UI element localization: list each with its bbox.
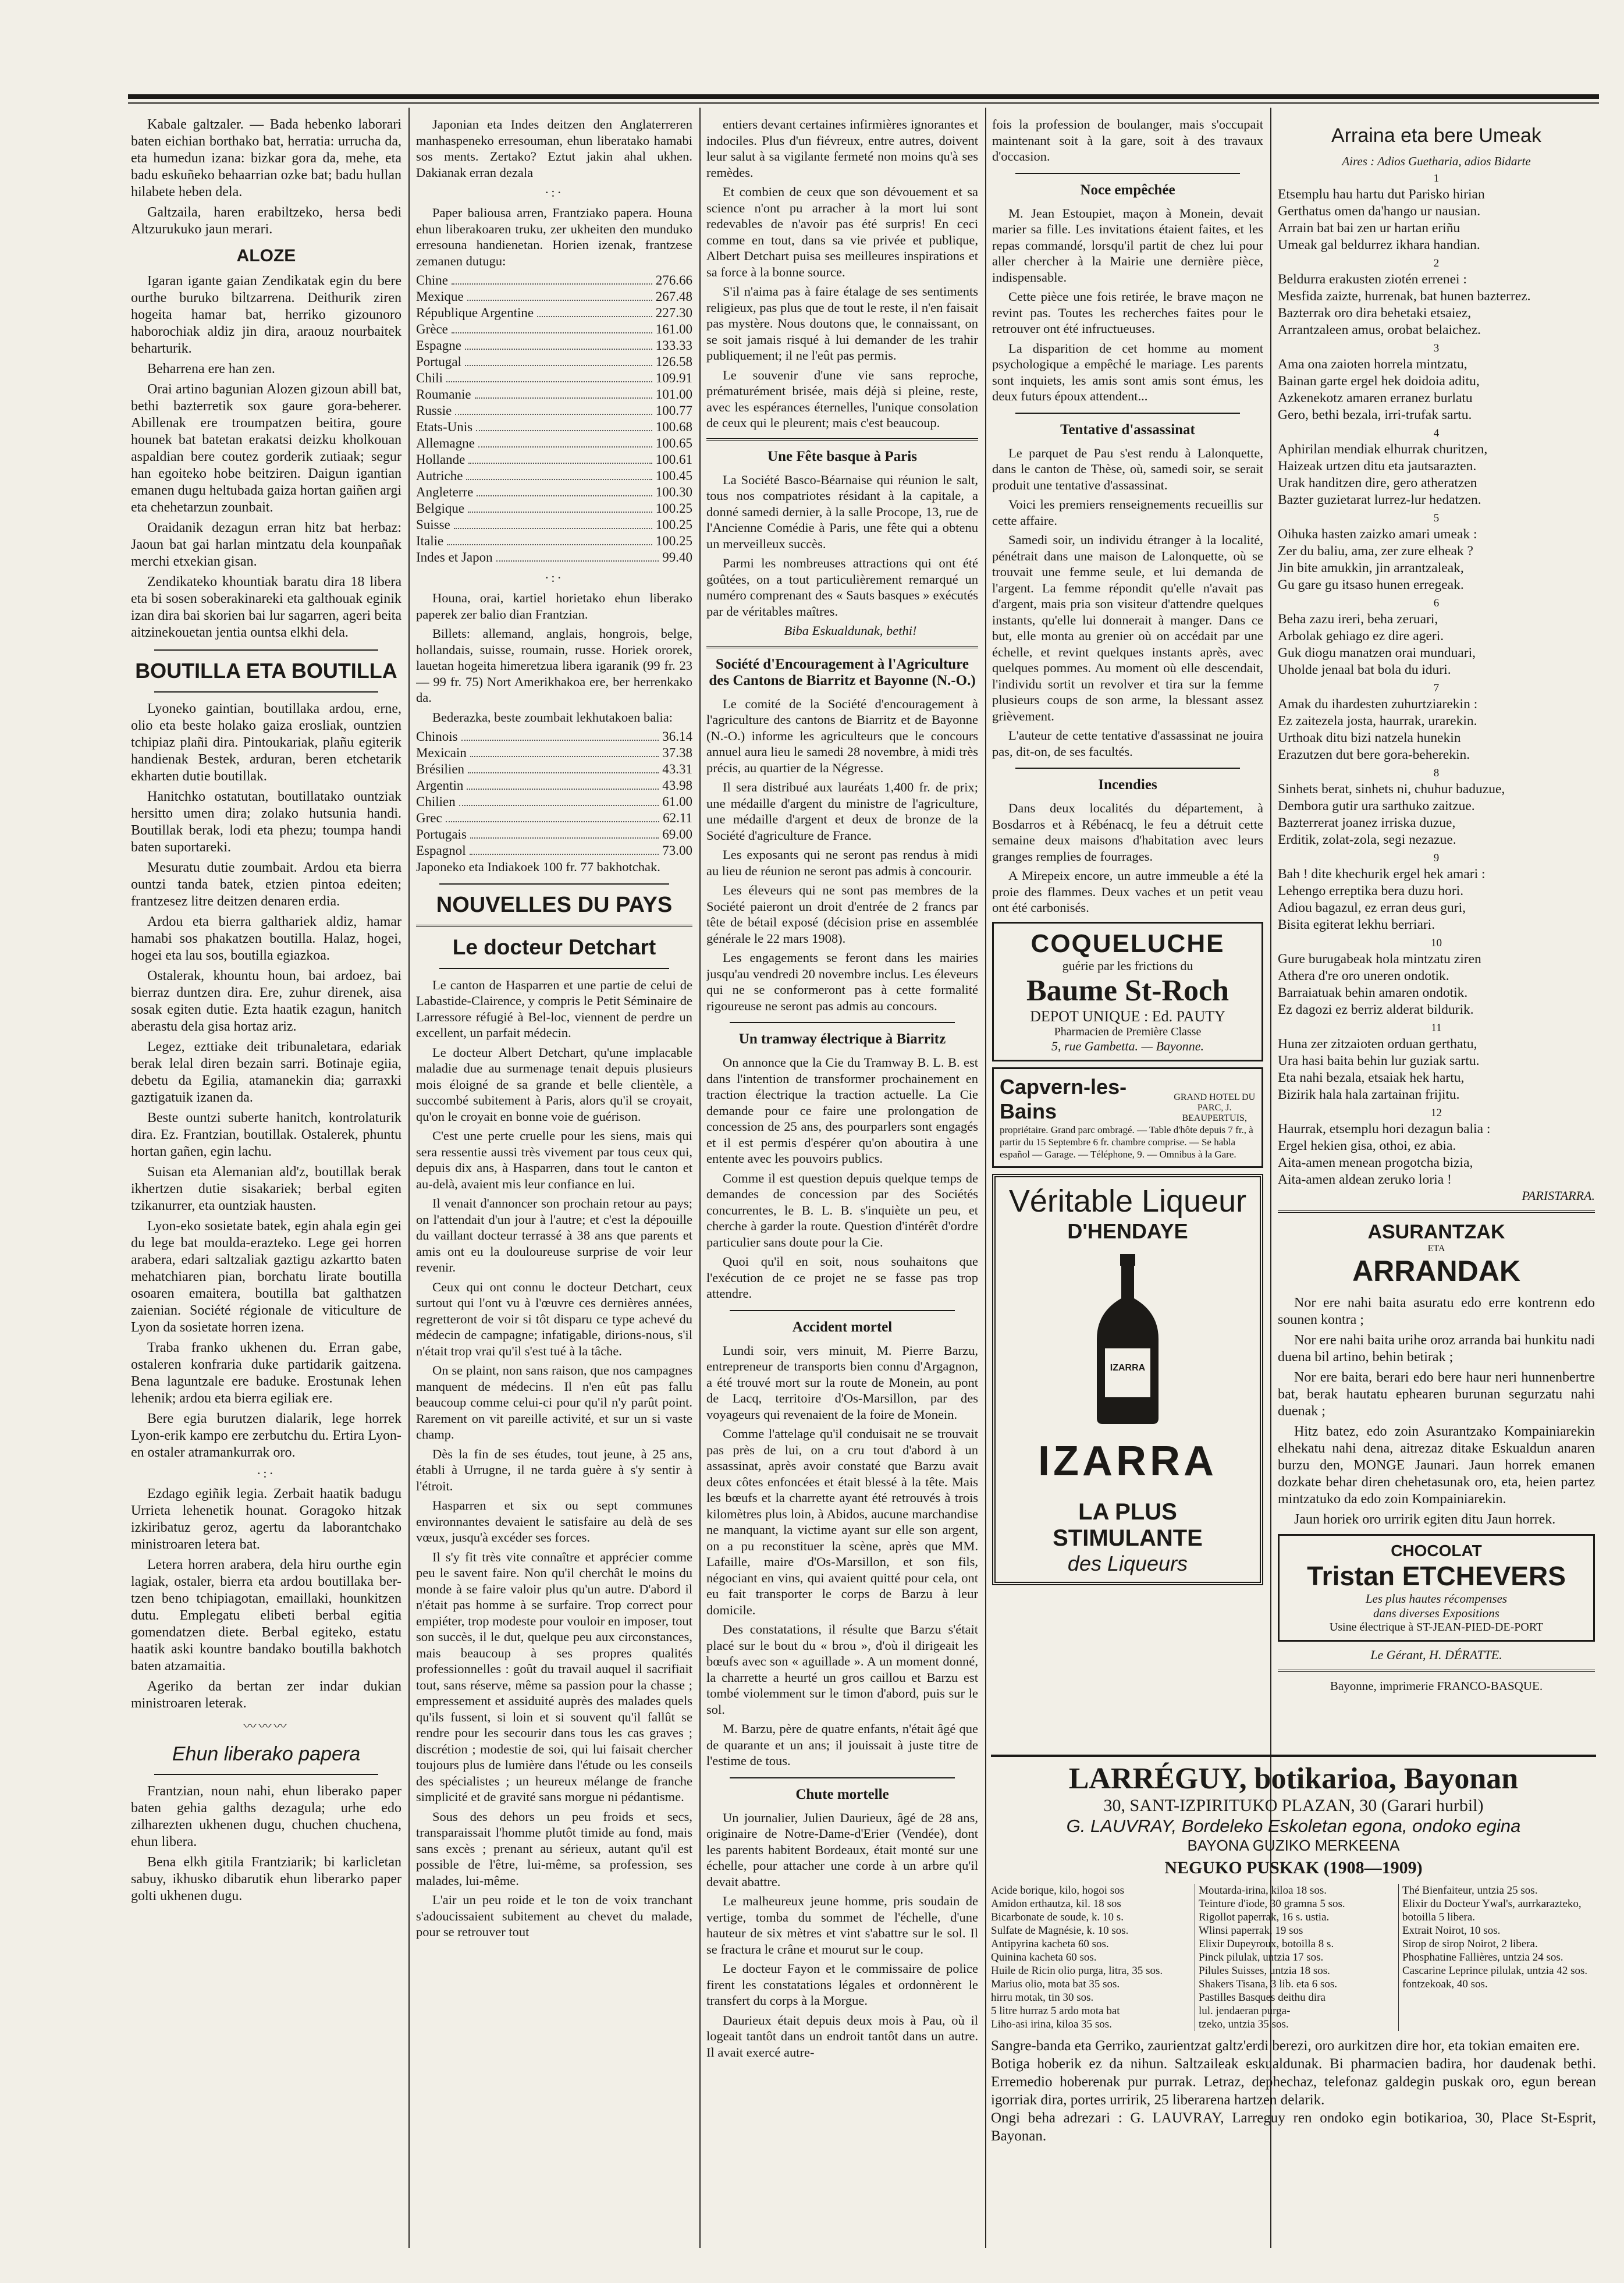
paragraph: Bere egia burutzen dialarik, lege horrek Lyon-erik kampo ere zerbutchu du. Ertira Lyon-en ostaler atramankurrak oro.: [131, 1411, 401, 1460]
price-value: 100.61: [655, 452, 692, 467]
country-name: Portugal: [416, 354, 461, 369]
article-title-societe: Société d'Encouragement à l'Agriculture des Cantons de Biarritz et Bayonne (N.-O.): [709, 656, 976, 688]
paragraph: Lundi soir, vers minuit, M. Pierre Barzu, entrepreneur de transports bien connu d'Argagnon, a été trouvé mort sur la route de Monein, au pont de Lacq, territoire d'Os-Marsillon, par des voyageurs qui revenaient de la foire de Monein.: [706, 1343, 978, 1422]
price-row: [416, 370, 692, 386]
paragraph: Les engagements se feront dans les mairies jusqu'au vendredi 20 novembre inclus. Les éleveurs qui ne se conformeront pas à cette formalité rigoureuse ne seront pas admis au concours.: [706, 950, 978, 1013]
ad-title: CHOCOLAT: [1391, 1542, 1482, 1560]
paragraph: Des constatations, il résulte que Barzu s'était placé sur le bout du « brou », d'où il dirigeait les bœufs avec son « aguillade ». A un moment donné, la charrette a heurté un gros caillou et Barzu est tombé violemment sur le timon d'abord, puis sur le sol.: [706, 1622, 978, 1717]
column-5: [1278, 116, 1595, 1748]
verse-number: 11: [1431, 1022, 1442, 1034]
paragraph: Nor ere nahi baita urihe oroz arranda bai hunkitu nadi duena bil artino, behin betirak ;: [1278, 1333, 1595, 1365]
exchange-rate-list: [416, 272, 692, 566]
ad-pharmacien: Pharmacien de Première Classe: [1054, 1025, 1202, 1038]
advertisement-coqueluche: [992, 922, 1263, 1061]
separator: [439, 968, 669, 969]
paragraph: Le docteur Fayon et le commissaire de police firent les constatations légales et ordonnèrent le transfert du corps à la Morgue.: [706, 1961, 978, 2008]
paragraph: M. Barzu, père de quatre enfants, n'était âgé que de quarante et un ans; il jouissait à juste titre de l'estime de tous.: [706, 1721, 978, 1768]
verse-number: 7: [1433, 682, 1440, 694]
ad-merkeena: BAYONA GUZIKO MERKEENA: [1187, 1837, 1400, 1854]
country-name: Chine: [416, 273, 448, 287]
remedy-list: [991, 1884, 1596, 2031]
price-value: 101.00: [655, 387, 692, 402]
ad-brand: Tristan ETCHEVERS: [1307, 1561, 1566, 1591]
price-row: [416, 321, 692, 338]
price-row: [416, 289, 692, 305]
separator: [730, 1777, 955, 1778]
separator: [706, 646, 978, 648]
masthead-rule-thin: [128, 102, 1599, 104]
country-name: Allemagne: [416, 436, 475, 450]
column-divider: [408, 108, 410, 2248]
paragraph: Les éleveurs qui ne sont pas membres de la Société paieront un droit d'entrée de 2 francs par tête de bétail exposé (décision prise en assemblée générale le 22 mars 1908).: [706, 883, 978, 946]
paragraph: Legez, ezttiake deit tribunaletara, edariak berak lelal diren bezain sarri. Botinaje egiia, debetu da Egilia, atamanekin dia; garraxki gaztigatuik izanen da.: [131, 1039, 401, 1105]
paragraph: Suisan eta Alemanian ald'z, boutillak berak ikhertzen dutie sisakariek; berbal egiten tzikanurrer, eta ountziak hausten.: [131, 1164, 401, 1213]
separator: [1015, 173, 1240, 174]
paragraph: Comme il est question depuis quelque temps de demandes de concession par des Sociétés concurrentes, le B. L. B. s'inquiète un peu, et cherche à garder la route. Question d'intérêt d'ordre particulier sans doute pour la Cie.: [706, 1170, 978, 1249]
article-title-noce: Noce empêchée: [1080, 182, 1175, 198]
price-row: [416, 305, 692, 321]
country-name: Portugais: [416, 827, 467, 842]
separator: [416, 925, 692, 927]
verse-number: 8: [1433, 767, 1440, 779]
price-value: 267.48: [655, 289, 692, 304]
price-value: 161.00: [655, 322, 692, 336]
paragraph: Le parquet de Pau s'est rendu à Lalonquette, dans le canton de Thèse, où, samedi soir, se serait produit une tentative d'assassinat.: [992, 445, 1263, 492]
price-row: [416, 843, 692, 859]
column-2: [416, 116, 692, 2248]
article-title-accident: Accident mortel: [792, 1319, 893, 1335]
ad-address: 30, SANT-IZPIRITUKO PLAZAN, 30 (Garari hurbil): [1103, 1796, 1484, 1815]
price-row: [416, 403, 692, 419]
separator: [706, 438, 978, 441]
country-name: Chili: [416, 371, 443, 385]
price-row: [416, 729, 692, 745]
paragraph: Beharrena ere han zen.: [147, 361, 275, 377]
price-value: 100.45: [655, 468, 692, 483]
column-divider: [985, 108, 986, 2248]
section-heading-ehun: Ehun liberako papera: [172, 1743, 361, 1765]
paragraph: Japonian eta Indes deitzen den Anglaterreren manhaspeneko erresouman, ehun liberatako hamabi sos ments. Zertako? Eztut jakin ahal ukhen. Dakianak erran dezala: [416, 117, 692, 180]
country-name: Espagnol: [416, 843, 466, 858]
price-value: 100.65: [655, 436, 692, 450]
verse-number: 1: [1433, 172, 1440, 184]
price-value: 43.31: [662, 762, 692, 776]
paragraph: Billets: allemand, anglais, hongrois, belge, hollandais, suisse, roumain, russe. Horiek ororek, lauetan hogeita himeretzua libera igaranik (99 fr. 23 — 99 fr. 75) Nort Amerikhakoa ere, ber herrenkako da.: [416, 626, 692, 705]
price-value: 109.91: [655, 371, 692, 385]
remedy-column: Acide borique, kilo, hogoi sos Amidon erthautza, kil. 18 sos Bicarbonate de soude, k. 10 s. Sulfate de Magnésie, k. 10 sos. Antipyrina kacheta 60 sos. Quinina kacheta 60 sos. Huile de Ricin olio purga, litra, 35 sos. Marius olio, mota bat 35 sos. hirru motak, tin 30 sos. 5 litre hurraz 5 ardo mota bat Liho-asi irina, kiloa 35 sos.: [991, 1884, 1163, 2030]
price-value: 100.30: [655, 485, 692, 499]
ad-brand: Baume St-Roch: [1026, 974, 1229, 1007]
paragraph: Sous des dehors un peu froids et secs, transparaissait l'homme plutôt timide au fond, mais sans excès ; prenant au sérieux, autant qu'il est possible de l'être, lui-même, sa profession, ses malades, lui-même.: [416, 1809, 692, 1888]
advertisement-izarra: [992, 1174, 1263, 1585]
country-name: Angleterre: [416, 485, 474, 499]
gerant: Le Gérant, H. DÉRATTE.: [1370, 1648, 1502, 1662]
price-row: [416, 533, 692, 549]
paragraph: Le souvenir d'une vie sans reproche, prématurément brisée, mais déjà si pleine, reste, avec les espérances éternelles, l'unique consolation de ceux qui le pleurent; mais c'est beaucoup.: [706, 367, 978, 430]
advertisement-larreguy: [991, 1755, 1596, 2145]
paragraph: Comme l'attelage qu'il conduisait ne se trouvait pas près de lui, on a cru tout d'abord à un assassinat, après avoir constaté que Barzu avait deux côtes enfoncées et était blessé à la tête. Mais les bœufs et la charrette ayant été retrouvés à trois kilomètres plus loin, à Abidos, aucune marchandise ne manquant, la victime ayant sur elle son argent, on a pu reconstituer la scène, après que MM. Lafaille, maire d'Os-Marsillon, et son fils, négociant en vins, qui avaient quitté pour cela, ont eu fait transporter le corps de Barzu à leur domicile.: [706, 1426, 978, 1617]
separator: [439, 883, 669, 885]
paragraph: Japoneko eta Indiakoek 100 fr. 77 bakhotchak.: [416, 860, 660, 874]
paragraph: Il venait d'annoncer son prochain retour au pays; on l'attendait d'un jour à l'autre; et c'est la dépouille du vaillant docteur terrassé à 38 ans que parents et amis ont eu la douloureuse surprise de voir leur revenir.: [416, 1196, 692, 1274]
paragraph: Le docteur Albert Detchart, qu'une implacable maladie due au surmenage tenait depuis plusieurs mois éloigné de sa grande et belle clientèle, a succombé subitement à Paris, alors qu'il se croyait, qu'on le croyait en bonne voie de guérison.: [416, 1045, 692, 1124]
ad-title: Véritable Liqueur: [1008, 1183, 1247, 1219]
paragraph: Il sera distribué aux lauréats 1,400 fr. de prix; une médaille d'argent du ministre de l'agriculture, une médaille d'argent et deux de bronze de la Société d'agriculture de France.: [706, 780, 978, 843]
price-row: [416, 354, 692, 370]
price-value: 100.77: [655, 403, 692, 418]
ad-title: COQUELUCHE: [1030, 929, 1225, 958]
article-title-tentative: Tentative d'assassinat: [1060, 421, 1195, 438]
paragraph: Quoi qu'il en soit, nous souhaitons que l'exécution de ce projet ne se fasse pas trop attendre.: [706, 1254, 978, 1301]
column-1: [131, 116, 401, 2248]
section-heading-boutilla: BOUTILLA ETA BOUTILLA: [135, 659, 397, 683]
ad-lauvray: G. LAUVRAY, Bordeleko Eskoletan egona, ondoko egina: [1066, 1816, 1521, 1836]
paragraph: Nor ere nahi baita asuratu edo erre kontrenn edo sounen kontra ;: [1278, 1295, 1595, 1327]
price-value: 276.66: [655, 273, 692, 287]
paragraph: Hitz batez, edo zoin Asurantzako Kompainiarekin elhekatu nahi dena, aitrezaz ditake Eskualdun anaren burzu den, MONGE Jaunari. Jaun horrek emanen dozkate behar diren chehetasunak oro, eta, heien partez mintzatuko da edo zoin Kompainiarekin.: [1278, 1424, 1595, 1507]
paragraph: La disparition de cet homme au moment psychologique a empêché le mariage. Les parents sont inquiets, les amis sont amis sont émus, les deux futurs époux attendent...: [992, 340, 1263, 403]
song-verses: [1278, 172, 1595, 1188]
separator: [154, 691, 378, 693]
price-value: 100.68: [655, 420, 692, 434]
article-title-fete: Une Fête basque à Paris: [767, 448, 917, 464]
ad-subtitle-2: dans diverses Expositions: [1373, 1606, 1499, 1620]
price-value: 100.25: [655, 534, 692, 548]
paragraph: Daurieux était depuis deux mois à Pau, où il logeait tantôt dans un endroit tantôt dans un autre. Il avait exercé autre-: [706, 2012, 978, 2060]
paragraph: Kabale galtzaler. — Bada hebenko laborari baten eichian borthako bat, herratia: urrucha da, eta humedun izana: bizkar gora da, mehe, eta badu eskuñeko behaarrian ozke bat; badu hullan hilabete heben dela.: [131, 117, 401, 200]
price-row: [416, 777, 692, 794]
price-row: [416, 435, 692, 452]
paragraph: Houna, orai, kartiel horietako ehun liberako paperek zer balio dian Frantzian.: [416, 591, 692, 622]
paragraph: Jaun horiek oro urririk egiten ditu Jaun horrek.: [1294, 1512, 1556, 1527]
paragraph: Samedi soir, un individu étranger à la localité, pénétrait dans une maison de Lalonquette, où se trouvait une femme seule, et lui demanda de l'argent. La femme répondit qu'elle n'avait pas d'argent, mais pria son visiteur d'attendre quelques instants, qu'elle lui donnerait à manger. Dans ce but, elle monta au grenier où on accédait par une échelle, et revint quelques instants après, avec quelques pommes. Au moment où elle descendait, l'individu sortit un revolver et tira sur la femme plusieurs coups de son arme, la blessant assez grièvement.: [992, 532, 1263, 723]
song-signature: PARISTARRA.: [1522, 1188, 1595, 1203]
verse-text: Huna zer zitzaioten orduan gerthatu, Ura hasi baita behin lur guziak sartu. Eta nahi bezala, etsaiak hek hartu, Bizirik hala hala zartainan frijitu.: [1278, 1036, 1480, 1102]
country-name: Indes et Japon: [416, 550, 493, 564]
liqueur-bottle-icon: [1090, 1252, 1165, 1426]
paragraph: S'il n'aima pas à faire étalage de ses sentiments religieux, pas plus que de tout le reste, il n'en faisait pas mystère. Nous doutons que, le connaissant, on se soit jamais risqué à lui demander de les trahir publiquement; il ne l'eût pas permis.: [706, 284, 978, 363]
ad-subtitle: Les plus hautes récompenses: [1365, 1592, 1508, 1606]
column-divider: [699, 108, 701, 2248]
paragraph: Parmi les nombreuses attractions qui ont été goûtées, on a tout particulièrement remarqué un numéro comprenant des « Sauts basques » exécutés par de véritables maîtres.: [706, 556, 978, 619]
ornament: ·:·: [545, 185, 564, 200]
paragraph: Sangre-banda eta Gerriko, zaurientzat galtz'erdi berezi, oro aurkitzen dire hor, eta tokian emaiten ere.: [991, 2038, 1580, 2054]
paragraph: Ageriko da bertan zer indar dukian ministroaren leterak.: [131, 1679, 401, 1711]
price-row: [416, 517, 692, 533]
country-name: Belgique: [416, 501, 465, 516]
verse-text: Gure burugabeak hola mintzatu ziren Athera d're oro uneren ondotik. Barraiatuak behin amaren ondotik. Ez dagozi ez berriz alderat bildurik.: [1278, 951, 1481, 1017]
country-name: Brésilien: [416, 762, 465, 776]
masthead-rule: [128, 94, 1599, 99]
paragraph: Lyoneko gaintian, boutillaka ardou, erne, olio eta beste holako gaiza erosliak, ountzien tchipiaz plañi dira. Pintoukariak, plañu egiterik handienak Bestek, arduran, beren etchetarik ekharten dutie boutillak.: [131, 701, 401, 784]
paragraph: fois la profession de boulanger, mais s'occupait maintenant soit à la gare, soit à des travaux d'occasion.: [992, 117, 1263, 164]
paragraph: Traba franko ukhenen du. Erran gabe, ostaleren konfraria duke partidarik gaitzena. Bena laguntzale ere baduke. Erostunak lehen lehenik; ardou eta bierra egiliak ere.: [131, 1340, 401, 1406]
paragraph: Cette pièce une fois retirée, le brave maçon ne revint pas. Toutes les recherches faites pour le retrouver ont été infructueuses.: [992, 289, 1263, 336]
verse-text: Ama ona zaioten horrela mintzatu, Bainan garte ergel hek doidoia aditu, Azkenekotz amaren erranez burlatu Gero, bethi bezala, irri-trufak sartu.: [1278, 357, 1480, 422]
verse-number: 4: [1433, 427, 1440, 439]
paragraph: Le canton de Hasparren et une partie de celui de Labastide-Clairence, y compris le Petit Séminaire de Larressore réfugié à Bel-loc, viennent de perdre un excellent, un parfait médecin.: [416, 977, 692, 1040]
ad-asurantzak: ASURANTZAK: [1367, 1221, 1505, 1243]
price-value: 69.00: [662, 827, 692, 842]
ad-address: 5, rue Gambetta. — Bayonne.: [1051, 1038, 1204, 1053]
article-title-incendies: Incendies: [1098, 777, 1157, 793]
paragraph: Voici les premiers renseignements recueillis sur cette affaire.: [992, 497, 1263, 528]
column-3: [706, 116, 978, 2248]
ad-title: LARRÉGUY, botikarioa, Bayonan: [1068, 1762, 1519, 1795]
country-name: République Argentine: [416, 306, 534, 320]
paragraph: Igaran igante gaian Zendikatak egin du bere ourthe buruko biltzarrena. Deithurik ziren hogeita hamar bat, herriko gizounoro haborochiak aldiz jin dira, araouz nourbaitek beharturik.: [131, 274, 401, 356]
paragraph: Ezdago egiñik legia. Zerbait haatik badugu Urrieta lehenetik hounat. Goragoko hitzak izkiribatuz geroz, agertu da laborantchako ministroaren letera bat.: [131, 1486, 401, 1552]
verse-number: 6: [1433, 597, 1440, 609]
ad-text: propriétaire. Grand parc ombragé. — Table d'hôte depuis 7 fr., à partir du 15 Septembre 6 fr. chambre comprise. — Se habla español — Garage. — Téléphone, 9. — Omnibus à la Gare.: [1000, 1124, 1253, 1160]
ad-tagline-2: des Liqueurs: [1067, 1551, 1188, 1575]
paragraph: Et combien de ceux que son dévouement et sa science n'ont pu arracher à la mort lui sont redevables de n'avoir pas été surpris! En ceci comme en tout, dans sa vie privée et publique, Albert Detchart puisa ses meilleures inspirations et sa force à la bonne source.: [706, 184, 978, 279]
country-name: Mexicain: [416, 745, 467, 760]
paragraph: Ostalerak, khountu houn, bai ardoez, bai bierraz duntzen dira. Ere, zuhur direnek, aisa sosak egiten dutie. Ezta haatik ezagun, hanitch aberastu dela gisa hortaz ariz.: [131, 968, 401, 1034]
paragraph: entiers devant certaines infirmières ignorantes et indociles. Plus d'un fiévreux, entre autres, doivent leur salut à sa vigilante fermeté non moins qu'à ses remèdes.: [706, 117, 978, 180]
ornament: ·:·: [257, 1466, 276, 1480]
verse-text: Haurrak, etsemplu hori dezagun balia : Ergel hekien gisa, othoi, ez abia. Aita-amen menean progotcha bizia, Aita-amen aldean zeruko loria !: [1278, 1121, 1491, 1187]
separator: [1015, 768, 1240, 769]
price-value: 227.30: [655, 306, 692, 320]
song-title: Arraina eta bere Umeak: [1331, 125, 1541, 147]
advertisement-capvern: [992, 1067, 1263, 1168]
bottle-label: IZARRA: [1110, 1362, 1146, 1373]
country-name: Argentin: [416, 778, 464, 793]
paragraph: Frantzian, noun nahi, ehun liberako paper baten gehia galths dezagula; urhe edo zilharezten ukhenen dugu, chuchen chuchena, ehun libera.: [131, 1784, 401, 1849]
country-name: Roumanie: [416, 387, 471, 402]
paragraph: Bederazka, beste zoumbait lekhutakoen balia:: [432, 709, 673, 725]
paragraph: Un journalier, Julien Daurieux, âgé de 28 ans, originaire de Notre-Dame-d'Erier (Vendée), dont les parents habitent Bordeaux, était monté sur une échelle, pour attacher une corde à un arbre qu'il devait abattre.: [706, 1810, 978, 1889]
price-row: [416, 419, 692, 435]
verse-text: Amak du ihardesten zuhurtziarekin : Ez zaitezela josta, haurrak, urarekin. Urthoak ditu bizi natzela hunekin Erazutzen dut bere gora-beherekin.: [1278, 697, 1478, 762]
verse-text: Etsemplu hau hartu dut Parisko hirian Gerthatus omen da'hango ur nausian. Arrain bat bai zen ur hartan eriñu Umeak gal beldurrez ikhara handian.: [1278, 187, 1485, 253]
verse-text: Beha zazu ireri, beha zeruari, Arbolak gehiago ez dire ageri. Guk diogu manatzen orai munduari, Uholde jenaal bat bola du iduri.: [1278, 612, 1476, 677]
price-row: [416, 810, 692, 826]
price-value: 43.98: [662, 778, 692, 793]
verse-text: Beldurra erakusten ziotén errenei : Mesfida zaizte, hurrenak, bat hunen bazterrez. Bazterrak oro dira behetaki etsaiez, Arrantzaleen amus, orobat belaichez.: [1278, 272, 1531, 338]
price-value: 36.14: [662, 729, 692, 744]
paragraph: A Mirepeix encore, un autre immeuble a été la proie des flammes. Deux vaches et un petit veau ont été carbonisés.: [992, 868, 1263, 915]
price-row: [416, 826, 692, 843]
paragraph: Dès la fin de ses études, tout jeune, à 25 ans, établi à Urrugne, il ne tarda guère à s'y sentir à l'étroit.: [416, 1446, 692, 1493]
ad-arrandak: ARRANDAK: [1352, 1255, 1520, 1287]
price-row: [416, 794, 692, 810]
section-heading-aloze: ALOZE: [236, 246, 296, 265]
separator: [1015, 413, 1240, 414]
ad-tagline: LA PLUS STIMULANTE: [1053, 1499, 1203, 1551]
verse-text: Sinhets berat, sinhets ni, chuhur baduzue, Dembora gutir ura sarthuko zaitzue. Bazterrerat joanez irriska duzue, Erditik, zolat-zola, segi nezazue.: [1278, 782, 1505, 847]
price-value: 73.00: [662, 843, 692, 858]
paragraph: La Société Basco-Béarnaise qui réunion le salt, tous nos compatriotes résidant à la capitale, a donné samedi dernier, à la salle Procope, 13, rue de l'Ancienne Comédie à Paris, une fête qui a obtenu un merveilleux succès.: [706, 472, 978, 551]
price-row: [416, 272, 692, 289]
paragraph: Ongi beha adrezari : G. LAUVRAY, Larreguy ren ondoko egin botikarioa, 30, Place St-Esprit, Bayonan.: [991, 2110, 1596, 2144]
paragraph: Nor ere baita, berari edo bere haur neri hunnenbertre bat, berak hautatu ephearen burunan segurzatu nahi duenak ;: [1278, 1370, 1595, 1419]
paragraph: Letera horren arabera, dela hiru ourthe egin lagiak, ostaler, bierra eta ardou boutillaka ber-tzen beno tchipiagotan, emaillaki, hounkitzen dutu. Emplegatu elibeti berbal egitia gomendatzen diete. Berbal egiteko, estatu haatik aski kountre bandako boutilla bakhotch baten atzamaitia.: [131, 1557, 401, 1674]
paragraph: Les exposants qui ne seront pas rendus à midi au lieu de réunion ne seront pas admis à concourir.: [706, 847, 978, 878]
country-name: Autriche: [416, 468, 463, 483]
article-title-chute: Chute mortelle: [795, 1786, 889, 1802]
ad-hotel: GRAND HOTEL DU PARC, J. BEAUPERTUIS,: [1174, 1092, 1256, 1123]
paragraph: Beste ountzi suberte hanitch, kontrolaturik dira. Ez. Frantzian, boutillak. Ostalerek, phuntu hortan gañen, egin lachu.: [131, 1110, 401, 1159]
ad-title: Capvern-les-Bains: [1000, 1074, 1127, 1123]
country-name: Etats-Unis: [416, 420, 473, 434]
ad-subtitle: D'HENDAYE: [1067, 1219, 1188, 1243]
paragraph: M. Jean Estoupiet, maçon à Monein, devait marier sa fille. Les invitations étaient faites, et les repas commandé, lorsqu'il partit de chez lui pour aller chercher à la Mairie une dernière pièce, indispensable.: [992, 205, 1263, 285]
remedy-column: Moutarda-irina, kiloa 18 sos. Teinture d'iode, 30 gramna 5 sos. Rigollot paperrak, 16 s. ustia. Wlinsi paperrak, 19 sos Elixir Dupeyroux, botoilla 8 s. Pinck pilulak, untzia 17 sos. Pilules Suisses, untzia 18 sos. Shakers Tisana, 3 lib. eta 6 sos. Pastilles Basques deithu dira lul. jendaeran purga- tzeko, untzia 35 sos.: [1195, 1884, 1392, 2031]
separator: [154, 649, 378, 651]
remedy-column: Thé Bienfaiteur, untzia 25 sos. Elixir du Docteur Ywal's, aurrkarazteko, botoilla 5 libera. Extrait Noirot, 10 sos. Sirop de sirop Noirot, 2 libera. Phosphatine Fallières, untzia 24 sos. Cascarine Leprince pilulak, untzia 42 sos. fontzekoak, 40 sos.: [1398, 1884, 1596, 2031]
ad-depot: DEPOT UNIQUE : Ed. PAUTY: [1030, 1007, 1225, 1025]
price-row: [416, 549, 692, 566]
column-4: [992, 116, 1263, 1748]
paragraph: Mesuratu dutie zoumbait. Ardou eta bierra ountzi tanda batek, etzien pintoa edeiten; frantzesez litre deitzen denaren erdia.: [131, 860, 401, 909]
article-title-docteur: Le docteur Detchart: [452, 935, 656, 959]
section-heading-nouvelles: NOUVELLES DU PAYS: [436, 892, 673, 917]
paragraph: On se plaint, non sans raison, que nos campagnes manquent de médecins. Il n'en eût pas fallu beaucoup comme celui-ci pour qu'il n'y parût point. Rarement on vit pareille activité, et sur un si vaste champ.: [416, 1363, 692, 1441]
advertisement-chocolat: [1278, 1534, 1595, 1642]
paragraph: Lyon-eko sosietate batek, egin ahala egin gei du lege bat moulda-erazteko. Lege gei horren arabera, edari saltzaliak gaztigu azkartto baten mehatchiaren pian, borchatu lirate boutilla osoaren emaitera, boutilla bat galthatzen zaienian. Société régionale de viticulture de Lyon da sosietate horren izena.: [131, 1219, 401, 1335]
paragraph: Bena elkh gitila Frantziarik; bi karlicletan sabuy, ikhusko dibarutik ehun liberarko paper golti ukhenen dugu.: [131, 1855, 401, 1904]
imprimerie: Bayonne, imprimerie FRANCO-BASQUE.: [1330, 1679, 1543, 1693]
paragraph: Orai artino bagunian Alozen gizoun abill bat, bethi bazterretik sox gaure gora-beherer. Abillenak ere troumpatzen beitira, goure hounek bat batetan erakatsi deizku kholkouan aspaldian bere coutez gorderik zutiaak; segur han egoiteko hobe beitziren. Daigun igantian emanen dugu heltubada gaiza hortan gaiñen argi eta chehetarzun zounbait.: [131, 382, 401, 515]
country-name: Suisse: [416, 517, 450, 532]
verse-text: Oihuka hasten zaizko amari umeak : Zer du baliu, ama, zer zure elheak ? Jin bite amukkin, jin arrantzaleak, Gu gare gu itsaso hunen erregeak.: [1278, 527, 1477, 592]
song-aires: Aires : Adios Guetharia, adios Bidarte: [1342, 154, 1531, 168]
verse-number: 12: [1431, 1107, 1442, 1119]
paragraph: Galtzaila, haren erabiltzeko, hersa bedi Altzurukuko jaun merari.: [131, 205, 401, 237]
paragraph: Le malheureux jeune homme, pris soudain de vertige, tomba du sommet de l'échelle, d'une hauteur de six mètres et vint s'abattre sur le sol. Il se fractura le crâne et mourut sur le coup.: [706, 1894, 978, 1957]
country-name: Chilien: [416, 794, 456, 809]
paragraph: Biba Eskualdunak, bethi!: [784, 623, 917, 638]
paragraph: Dans deux localités du département, à Bosdarros et à Rébénacq, le feu a détruit cette semaine deux maisons d'habitation avec leurs granges remplies de fourrages.: [992, 801, 1263, 864]
banknote-value-list: [416, 729, 692, 859]
separator: [1278, 1670, 1595, 1672]
price-row: [416, 745, 692, 761]
price-value: 100.25: [655, 517, 692, 532]
verse-number: 3: [1433, 342, 1440, 354]
country-name: Chinois: [416, 729, 458, 744]
country-name: Grèce: [416, 322, 448, 336]
paragraph: On annonce que la Cie du Tramway B. L. B. est dans l'intention de transformer prochainement en traction électrique la traction actuelle. La Cie demande pour ce faire une prolongation de concession de 25 ans, des pourparlers sont engagés et il est permis d'espérer qu'on aboutira à une entente avec les pouvoirs publics.: [706, 1055, 978, 1166]
country-name: Mexique: [416, 289, 464, 304]
separator: [154, 1774, 378, 1775]
verse-number: 5: [1433, 512, 1440, 524]
country-name: Russie: [416, 403, 452, 418]
ad-neguko: NEGUKO PUSKAK (1908—1909): [1164, 1858, 1423, 1877]
ad-brand: IZARRA: [1038, 1437, 1217, 1485]
paragraph: Paper baliousa arren, Frantziako papera. Houna ehun liberakoaren truku, zer ukheiten den munduko erresouna handienetan. Horien izenak, frantzese zemanen dutugu:: [416, 205, 692, 268]
paragraph: Hasparren et six ou sept communes environnantes devaient le satisfaire au delà de ses vœux, jusqu'à excéder ses forces.: [416, 1498, 692, 1545]
ad-subtitle: guérie par les frictions du: [1062, 958, 1193, 973]
verse-text: Aphirilan mendiak elhurrak churitzen, Haizeak urtzen ditu eta jautsarazten. Urak handitzen dire, gero atheratzen Bazter guzietarat lurrez-lur hedatzen.: [1278, 442, 1488, 507]
country-name: Italie: [416, 534, 444, 548]
price-value: 100.25: [655, 501, 692, 516]
price-row: [416, 338, 692, 354]
price-value: 62.11: [663, 811, 692, 825]
verse-text: Bah ! dite khechurik ergel hek amari : Lehengo erreptika bera duzu hori. Adiou bagazul, ez erran deus guri, Bisita egiterat lekhu berriari.: [1278, 867, 1486, 932]
paragraph: Hanitchko ostatutan, boutillatako ountziak hersitto umen dira; zolako hutsunia handi. Boutillak berak, lodi eta phezu; toumpa handi baten suportareki.: [131, 789, 401, 855]
article-title-tramway: Un tramway électrique à Biarritz: [738, 1031, 946, 1047]
price-row: [416, 452, 692, 468]
wavy-separator: 〰〰〰: [243, 1719, 289, 1734]
paragraph: L'auteur de cette tentative d'assassinat ne jouira pas, dit-on, de ses facultés.: [992, 728, 1263, 759]
verse-number: 2: [1433, 257, 1440, 269]
paragraph: C'est une perte cruelle pour les siens, mais qui sera ressentie aussi très vivement par tous ceux qui, depuis dix ans, à Hasparren, dans tout le canton et au-delà, avaient mis leur confiance en lui.: [416, 1128, 692, 1191]
price-row: [416, 761, 692, 777]
separator: [1278, 1210, 1595, 1213]
separator: [730, 1022, 955, 1023]
paragraph: Botiga hoberik ez da nihun. Saltzaileak eskualdunak. Bi pharmacien badira, hor daudenak bethi. Erremedio hoberenak pur purrak. Letraz, dephechaz, telefonaz galdegin puskak oro, egun berean igorriak dira, portes urririk, 25 liberarena hartzen delarik.: [991, 2056, 1596, 2108]
paragraph: Zendikateko khountiak baratu dira 18 libera eta bi sosen soberakinareki eta galthouak eginik izan dira bai skorien bai lur sagarren, ageri beita aitzinekouetan jentia ountsa elkhi dela.: [131, 574, 401, 640]
price-row: [416, 484, 692, 500]
price-value: 61.00: [662, 794, 692, 809]
country-name: Hollande: [416, 452, 465, 467]
separator: [730, 1310, 955, 1311]
paragraph: Ceux qui ont connu le docteur Detchart, ceux surtout qui l'ont vu à l'œuvre ces dernières années, regretteront de voir si tôt disparu ce type achevé du médecin de campagne; infatigable, dirions-nous, s'il n'était trop vrai qu'il s'est tué à la tâche.: [416, 1279, 692, 1358]
paragraph: Oraidanik dezagun erran hitz bat herbaz: Jaoun bat gai harlan mintzatu dela kounpañak merchi etxekian gisan.: [131, 520, 401, 569]
price-row: [416, 386, 692, 403]
verse-number: 9: [1433, 852, 1440, 864]
ornament: ·:·: [545, 570, 564, 585]
price-value: 133.33: [655, 338, 692, 353]
ad-usine: Usine électrique à ST-JEAN-PIED-DE-PORT: [1329, 1621, 1544, 1634]
price-row: [416, 500, 692, 517]
price-value: 126.58: [655, 354, 692, 369]
country-name: Grec: [416, 811, 442, 825]
paragraph: Le comité de la Société d'encouragement à l'agriculture des cantons de Biarritz et de Bayonne (N.-O.) informe les agriculteurs que le concours annuel aura lieu le samedi 28 novembre, à midi très précis, au quartier de la Négresse.: [706, 696, 978, 775]
ad-eta: ETA: [1427, 1244, 1445, 1254]
price-value: 37.38: [662, 745, 692, 760]
paragraph: Il s'y fit très vite connaître et apprécier comme peu le savent faire. Non qu'il cherchât le moins du monde à se faire valoir plus qu'un autre. D'abord il n'était pas homme à se surfaire. Trop correct pour empiéter, trop modeste pour vouloir en imposer, tout son succès, il le dut, quelque peu aux circonstances, mais beaucoup à ses propres qualités professionnelles : goût du travail auquel il sacrifiait tout, sans réserve, même sa passion pour la chasse ; empressement et assiduité auprès des malades quels qu'ils fussent, si loin et si souvent qu'il fallût se rendre pour les secourir dans tous les cas graves ; discrétion ; modestie de soi, qui lui faisait chercher toujours plus de lumière dans l'étude ou les conseils des spécialistes ; un heureux mélange de franche simplicité et de gravité sans morgue ni pédantisme.: [416, 1549, 692, 1804]
price-row: [416, 468, 692, 484]
price-value: 99.40: [662, 550, 692, 564]
paragraph: L'air un peu roide et le ton de voix tranchant s'adoucissaient subitement au chevet du malade, pour se retrouver tout: [416, 1893, 692, 1939]
country-name: Espagne: [416, 338, 461, 353]
paragraph: Ardou eta bierra galthariek aldiz, hamar hamabi sos phakatzen boutilla. Halaz, hogei, hogei eta lau sos, boutilla egiazkoa.: [131, 914, 401, 963]
verse-number: 10: [1431, 937, 1442, 949]
